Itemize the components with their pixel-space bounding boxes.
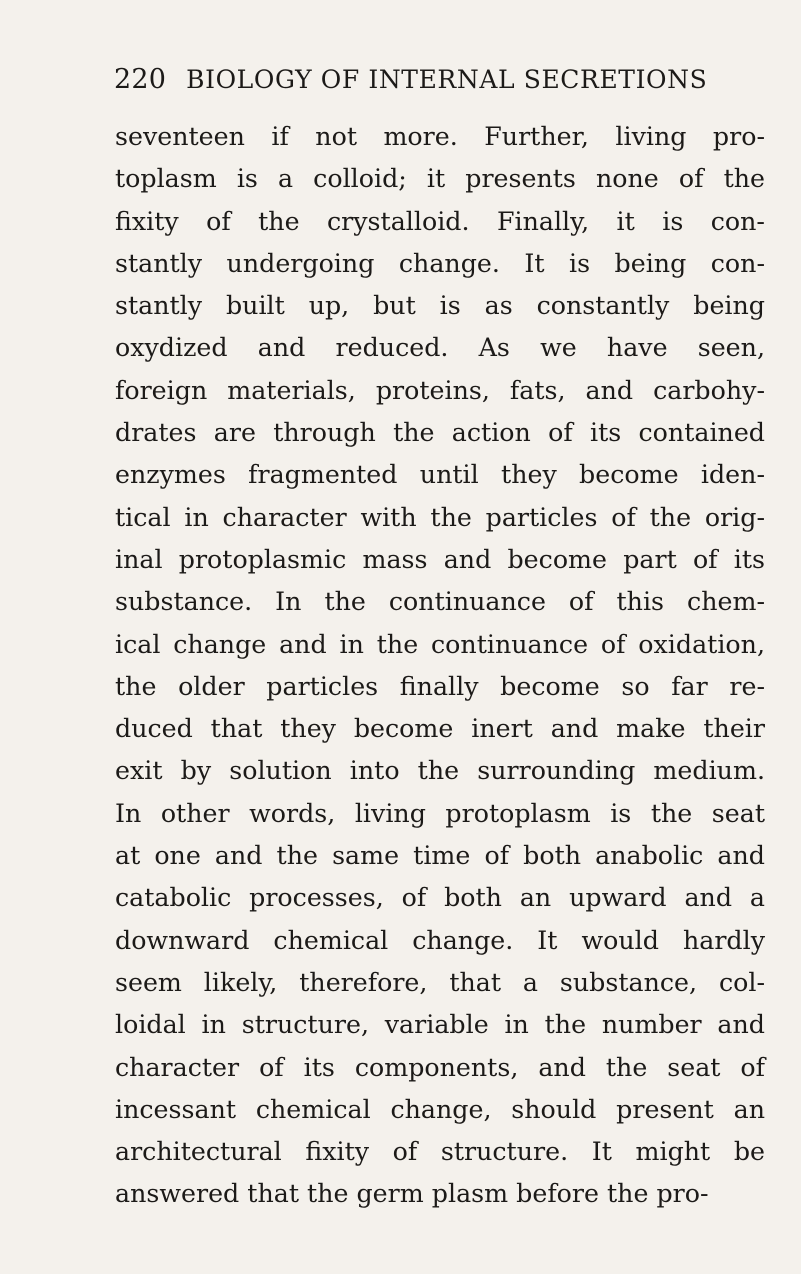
text-line: character of its components, and the seat of	[115, 1052, 765, 1082]
text-line: exit by solution into the surrounding medium.	[115, 756, 765, 786]
text-line: at one and the same time of both anabolic and	[115, 841, 765, 871]
text-line: toplasm is a colloid; it presents none of the	[115, 164, 765, 194]
text-line: ical change and in the continuance of oxidation,	[115, 629, 765, 659]
text-line: stantly built up, but is as constantly being	[115, 291, 765, 321]
text-line: drates are through the action of its contained	[115, 418, 765, 448]
text-line: duced that they become inert and make their	[115, 714, 765, 744]
text-line: In other words, living protoplasm is the seat	[115, 798, 765, 828]
text-line: the older particles finally become so far re-	[115, 671, 765, 701]
text-line: oxydized and reduced. As we have seen,	[115, 333, 765, 363]
text-line: catabolic processes, of both an upward and a	[115, 883, 765, 913]
text-line: foreign materials, proteins, fats, and carbohy-	[115, 375, 765, 405]
text-line: incessant chemical change, should present an	[115, 1094, 765, 1124]
text-line: inal protoplasmic mass and become part of its	[115, 544, 765, 574]
running-title: BIOLOGY OF INTERNAL SECRETIONS	[186, 65, 708, 94]
text-line: enzymes fragmented until they become iden-	[115, 460, 765, 490]
text-line: seventeen if not more. Further, living pro-	[115, 122, 765, 151]
text-line: answered that the germ plasm before the pro-	[115, 1179, 709, 1209]
body-paragraph	[115, 116, 765, 1216]
page-number: 220	[114, 64, 167, 95]
text-line: tical in character with the particles of the orig-	[115, 502, 765, 532]
text-line: downward chemical change. It would hardly	[115, 925, 765, 955]
text-line: substance. In the continuance of this chem-	[115, 587, 765, 617]
text-line: seem likely, therefore, that a substance, col-	[115, 967, 765, 997]
text-line: fixity of the crystalloid. Finally, it is con-	[115, 206, 765, 236]
text-line: architectural fixity of structure. It might be	[115, 1137, 765, 1167]
text-line: loidal in structure, variable in the number and	[115, 1010, 765, 1040]
text-line: stantly undergoing change. It is being con-	[115, 248, 765, 278]
running-head	[114, 62, 734, 98]
